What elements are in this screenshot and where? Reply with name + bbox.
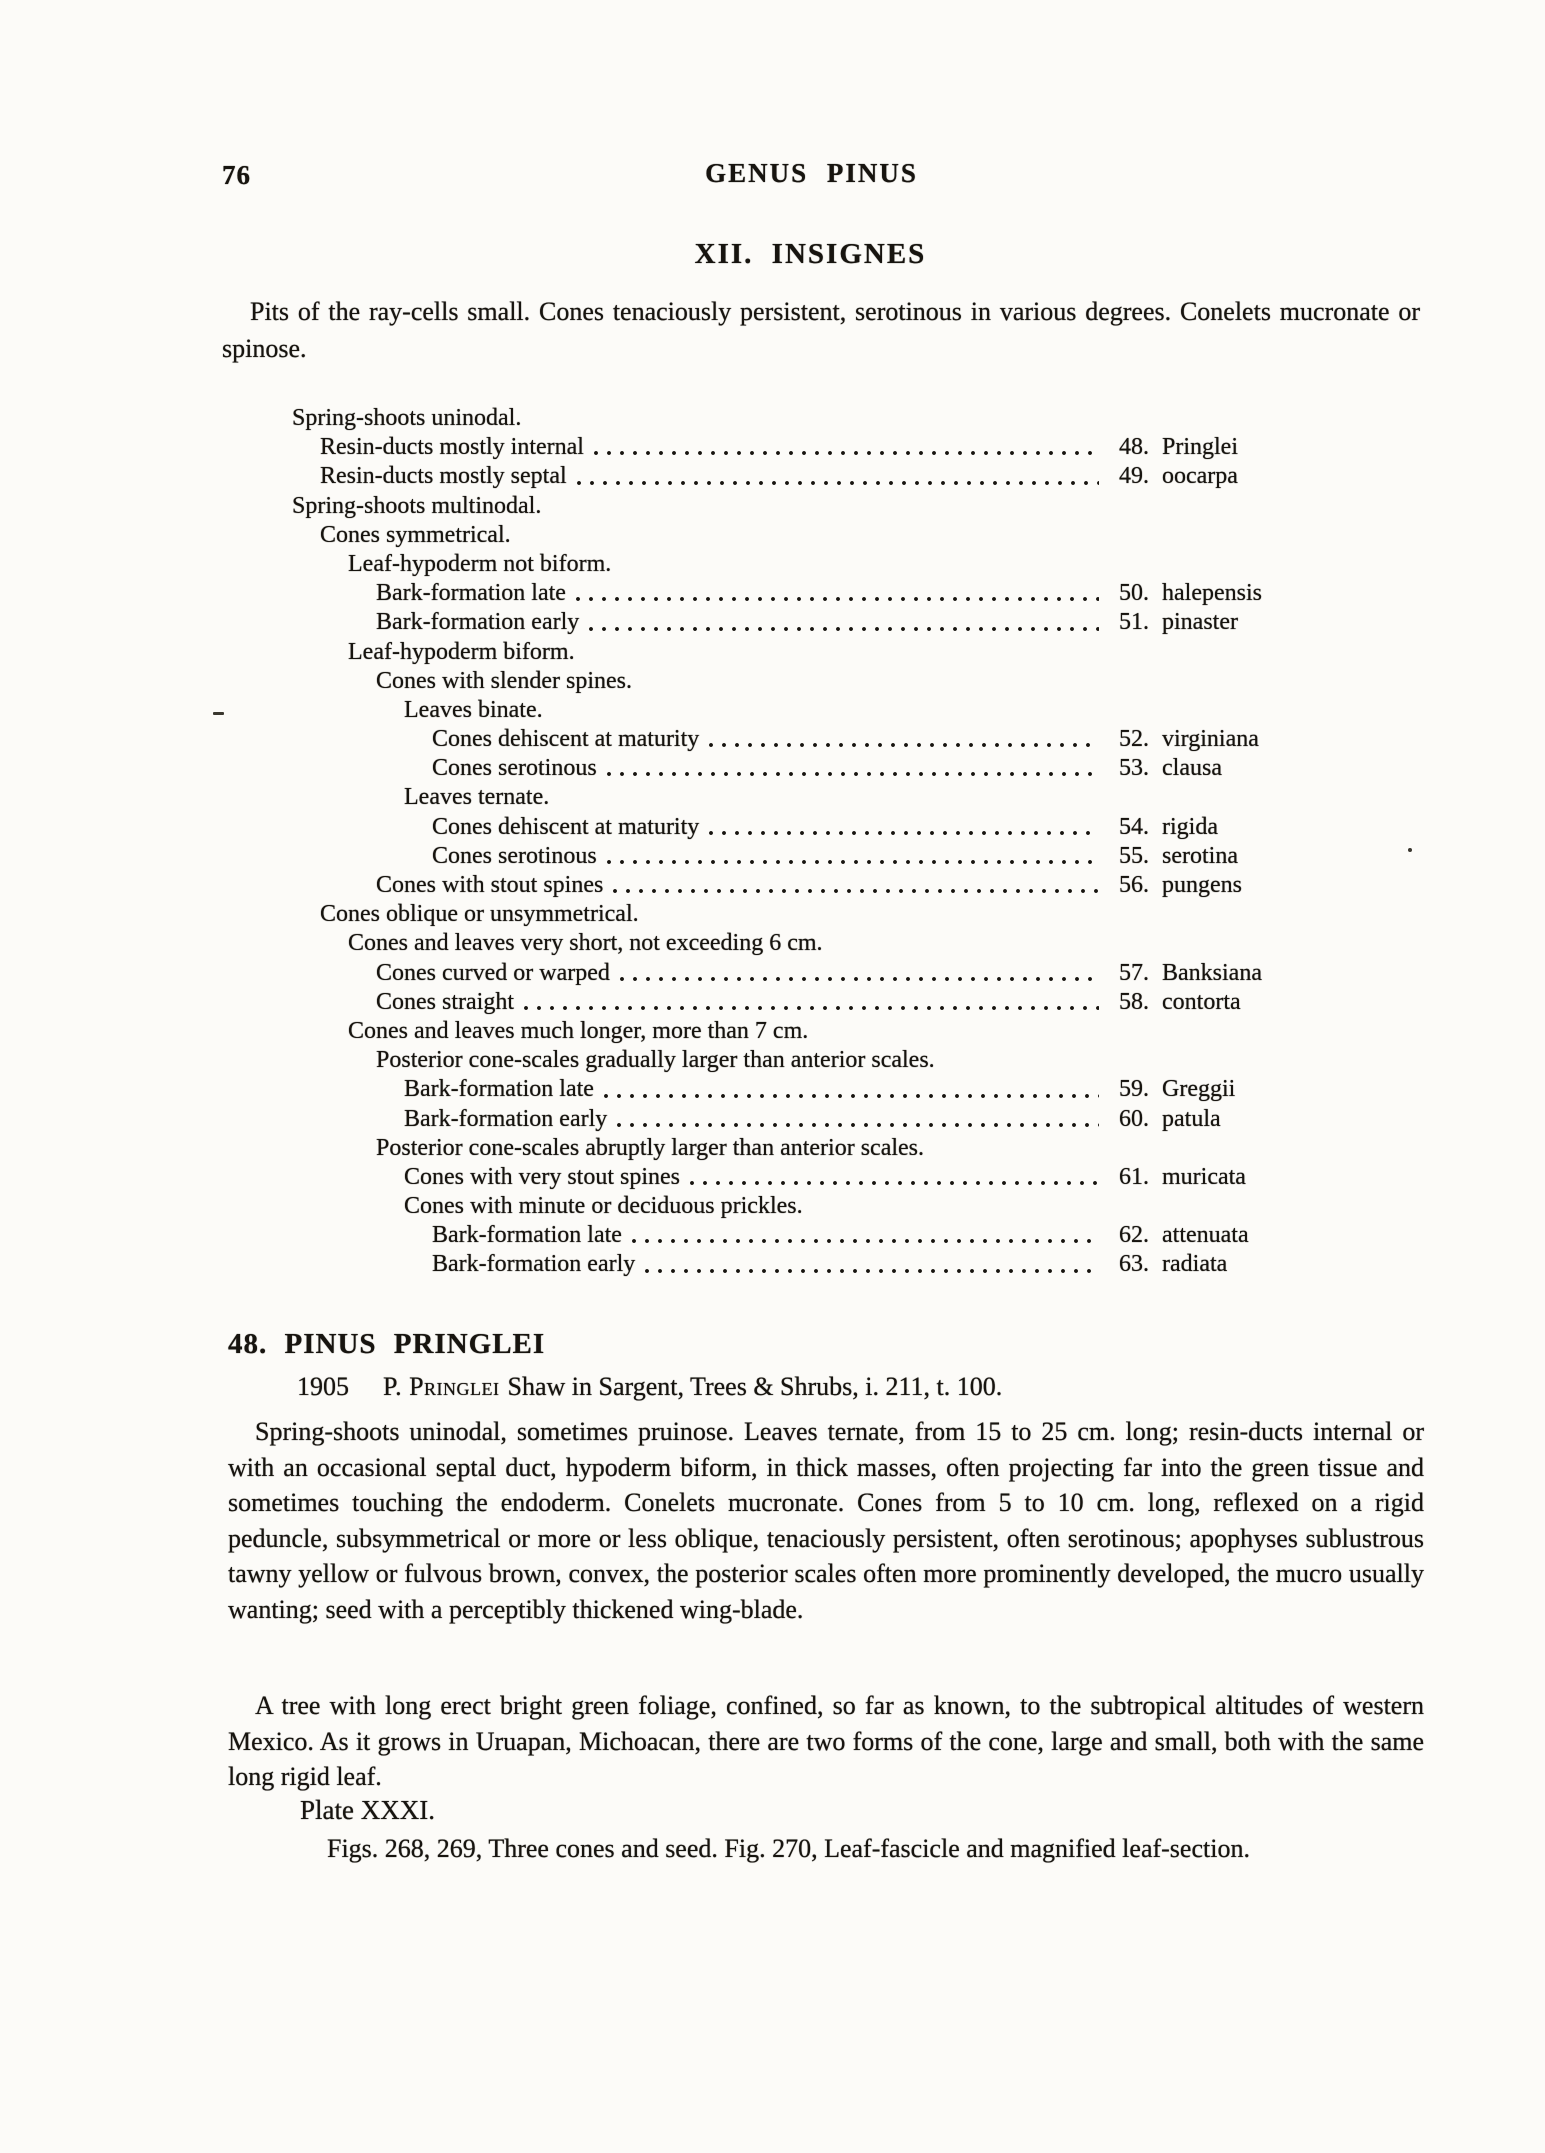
key-row bbox=[292, 871, 1340, 900]
species-name: Pringlei bbox=[1162, 434, 1238, 461]
species-number: 50. bbox=[1119, 580, 1149, 607]
key-entry-label: Posterior cone-scales abruptly larger than anterior scales. bbox=[376, 1134, 925, 1161]
key-row bbox=[292, 813, 1340, 842]
scan-dash-artifact bbox=[213, 712, 224, 715]
species-name: halepensis bbox=[1162, 580, 1262, 607]
species-number: 59. bbox=[1119, 1076, 1149, 1103]
species-name: virginiana bbox=[1162, 726, 1259, 753]
key-row bbox=[292, 521, 1340, 550]
species-number: 56. bbox=[1119, 872, 1149, 898]
species-number: 55. bbox=[1119, 842, 1149, 869]
species-name: pinaster bbox=[1162, 609, 1238, 636]
key-row bbox=[292, 608, 1340, 637]
dotted-leader bbox=[592, 448, 1099, 457]
description-paragraph: Spring-shoots uninodal, sometimes pruinose. Leaves ternate, from 15 to 25 cm. long; resin-ducts internal or with an occasional septal duct, hypoderm biform, in thick masses, often projecting far into the green tissue and sometimes touching the endoderm. Conelets mucronate. Cones from 5 to 10 cm. long, reflexed on a rigid peduncle, subsymmetrical or more or less oblique, tenaciously persistent, often serotinous; apophyses sublustrous tawny yellow or fulvous brown, convex, the posterior scales often more prominently developed, the mucro usually wanting; seed with a perceptibly thickened wing-blade. bbox=[228, 1417, 1424, 1624]
figure-caption: Figs. 268, 269, Three cones and seed. Fig. 270, Leaf-fascicle and magnified leaf-section. bbox=[327, 1834, 1250, 1863]
key-entry-label: Leaves ternate. bbox=[404, 784, 550, 811]
key-entry-label: Bark-formation early bbox=[376, 609, 580, 636]
key-row bbox=[292, 1105, 1340, 1134]
species-name: Greggii bbox=[1162, 1076, 1236, 1103]
dotted-leader bbox=[615, 1120, 1099, 1129]
key-row bbox=[292, 1046, 1340, 1075]
species-name: radiata bbox=[1162, 1251, 1228, 1278]
key-row bbox=[292, 1163, 1340, 1192]
key-row bbox=[292, 550, 1340, 579]
species-name: patula bbox=[1162, 1105, 1221, 1132]
key-entry-label: Cones and leaves much longer, more than 7 cm. bbox=[348, 1017, 809, 1044]
dotted-leader bbox=[707, 828, 1099, 837]
scan-dot-artifact bbox=[1408, 848, 1412, 852]
dotted-leader bbox=[522, 1003, 1099, 1012]
citation-species-name: P. Pringlei bbox=[383, 1372, 500, 1401]
key-row bbox=[292, 959, 1340, 988]
species-name: oocarpa bbox=[1162, 463, 1238, 490]
plate-reference: Plate XXXI. bbox=[300, 1795, 435, 1825]
key-row bbox=[292, 900, 1340, 929]
dotted-leader bbox=[587, 624, 1099, 633]
key-row bbox=[292, 1221, 1340, 1250]
key-row bbox=[292, 1192, 1340, 1221]
key-row bbox=[292, 1134, 1340, 1163]
key-entry-label: Posterior cone-scales gradually larger than anterior scales. bbox=[376, 1047, 935, 1074]
key-entry-label: Cones dehiscent at maturity bbox=[432, 726, 700, 753]
key-row bbox=[292, 725, 1340, 754]
key-entry-label: Cones with slender spines. bbox=[376, 667, 632, 694]
species-number: 51. bbox=[1119, 609, 1149, 636]
key-entry-label: Cones oblique or unsymmetrical. bbox=[320, 901, 639, 928]
key-entry-label: Cones dehiscent at maturity bbox=[432, 813, 700, 840]
key-entry-label: Cones serotinous bbox=[432, 755, 597, 782]
key-row bbox=[292, 783, 1340, 812]
dotted-leader bbox=[574, 594, 1099, 603]
key-entry-label: Bark-formation late bbox=[404, 1076, 594, 1103]
key-entry-label: Cones with very stout spines bbox=[404, 1163, 680, 1190]
key-entry-label: Bark-formation early bbox=[404, 1105, 608, 1132]
section-title: XII. INSIGNES bbox=[694, 238, 927, 270]
species-number: 61. bbox=[1119, 1163, 1149, 1190]
key-entry-label: Leaves binate. bbox=[404, 696, 543, 723]
key-row bbox=[292, 404, 1340, 433]
key-row bbox=[292, 754, 1340, 783]
key-row bbox=[292, 462, 1340, 491]
key-row bbox=[292, 492, 1340, 521]
dotted-leader bbox=[602, 1091, 1099, 1100]
key-entry-label: Bark-formation early bbox=[432, 1251, 636, 1278]
species-name: clausa bbox=[1162, 755, 1222, 782]
species-name: serotina bbox=[1162, 842, 1238, 869]
dotted-leader bbox=[630, 1236, 1099, 1245]
running-header: GENUS PINUS bbox=[705, 158, 918, 188]
species-number: 48. bbox=[1119, 434, 1149, 461]
key-entry-label: Cones with stout spines bbox=[376, 872, 604, 898]
species-name: attenuata bbox=[1162, 1222, 1249, 1249]
habitat-paragraph: A tree with long erect bright green foliage, confined, so far as known, to the subtropical altitudes of western Mexico. As it grows in Uruapan, Michoacan, there are two forms of the cone, large and small, both with the same long rigid leaf. bbox=[228, 1691, 1424, 1791]
citation-year: 1905 bbox=[297, 1372, 349, 1401]
key-entry-label: Bark-formation late bbox=[376, 580, 566, 607]
intro-paragraph: Pits of the ray-cells small. Cones tenaciously persistent, serotinous in various degrees. Conelets mucronate or spinose. bbox=[222, 297, 1420, 363]
species-number: 57. bbox=[1119, 959, 1149, 986]
key-row bbox=[292, 842, 1340, 871]
species-name: contorta bbox=[1162, 988, 1241, 1015]
species-number: 63. bbox=[1119, 1251, 1149, 1278]
key-row bbox=[292, 1017, 1340, 1046]
key-entry-label: Cones with minute or deciduous prickles. bbox=[404, 1193, 803, 1220]
key-entry-label: Leaf-hypoderm biform. bbox=[348, 638, 575, 665]
key-row bbox=[292, 696, 1340, 725]
species-name: pungens bbox=[1162, 872, 1242, 898]
key-entry-label: Cones serotinous bbox=[432, 842, 597, 869]
key-entry-label: Spring-shoots uninodal. bbox=[292, 405, 522, 431]
species-number: 60. bbox=[1119, 1105, 1149, 1132]
dotted-leader bbox=[643, 1266, 1099, 1275]
dotted-leader bbox=[605, 857, 1099, 866]
species-name: muricata bbox=[1162, 1163, 1246, 1190]
key-entry-label: Cones symmetrical. bbox=[320, 521, 511, 548]
species-heading: 48. PINUS PRINGLEI bbox=[228, 1328, 546, 1360]
dotted-leader bbox=[611, 886, 1099, 895]
key-entry-label: Resin-ducts mostly internal bbox=[320, 434, 584, 461]
dotted-leader bbox=[618, 974, 1099, 983]
key-row bbox=[292, 929, 1340, 958]
key-entry-label: Resin-ducts mostly septal bbox=[320, 463, 567, 490]
key-entry-label: Spring-shoots multinodal. bbox=[292, 492, 542, 519]
key-row bbox=[292, 433, 1340, 462]
key-row bbox=[292, 579, 1340, 608]
species-name: Banksiana bbox=[1162, 959, 1262, 986]
key-entry-label: Cones curved or warped bbox=[376, 959, 610, 986]
species-number: 62. bbox=[1119, 1222, 1149, 1249]
species-number: 58. bbox=[1119, 988, 1149, 1015]
species-number: 54. bbox=[1119, 813, 1149, 840]
key-entry-label: Cones and leaves very short, not exceeding 6 cm. bbox=[348, 930, 823, 957]
key-row bbox=[292, 1250, 1340, 1279]
page-number: 76 bbox=[222, 160, 251, 190]
species-number: 49. bbox=[1119, 463, 1149, 490]
species-name: rigida bbox=[1162, 813, 1218, 840]
dotted-leader bbox=[707, 740, 1099, 749]
citation-line bbox=[297, 1372, 1002, 1402]
key-entry-label: Cones straight bbox=[376, 988, 514, 1015]
dotted-leader bbox=[688, 1178, 1099, 1187]
species-number: 53. bbox=[1119, 755, 1149, 782]
key-entry-label: Bark-formation late bbox=[432, 1222, 622, 1249]
species-number: 52. bbox=[1119, 726, 1149, 753]
dotted-leader bbox=[605, 769, 1099, 778]
key-row bbox=[292, 1075, 1340, 1104]
key-row bbox=[292, 638, 1340, 667]
key-entry-label: Leaf-hypoderm not biform. bbox=[348, 550, 612, 577]
dotted-leader bbox=[575, 478, 1099, 487]
key-row bbox=[292, 667, 1340, 696]
dichotomous-key bbox=[292, 404, 1340, 1280]
key-row bbox=[292, 988, 1340, 1017]
citation-source: Shaw in Sargent, Trees & Shrubs, i. 211, t. 100. bbox=[507, 1372, 1003, 1401]
